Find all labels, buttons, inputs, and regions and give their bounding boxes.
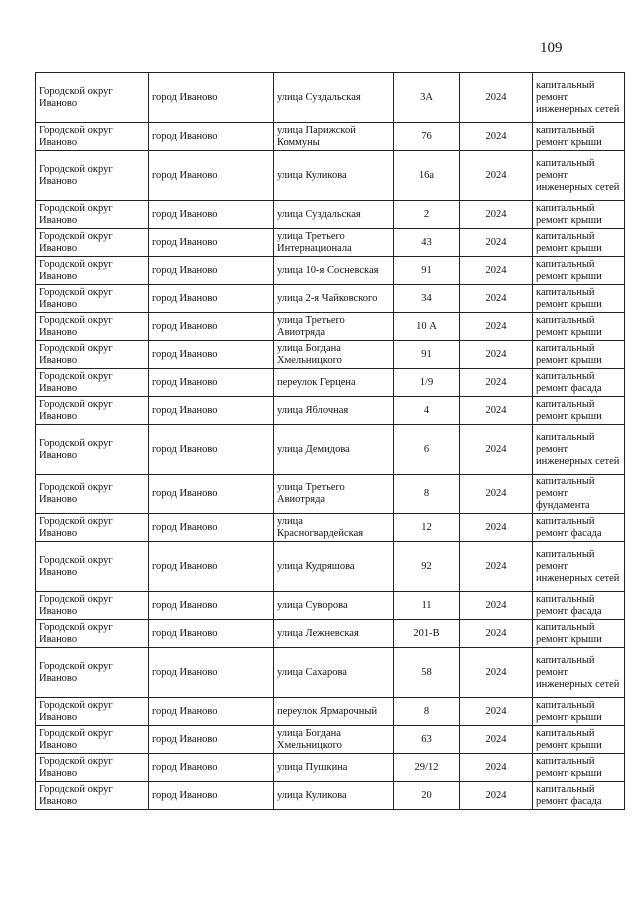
- work-type-cell: капитальный ремонт инженерных сетей: [533, 73, 625, 123]
- region-cell: Городской округ Иваново: [36, 201, 149, 229]
- year-cell: 2024: [460, 425, 533, 475]
- region-cell: Городской округ Иваново: [36, 592, 149, 620]
- work-type-cell: капитальный ремонт крыши: [533, 698, 625, 726]
- work-type-cell: капитальный ремонт инженерных сетей: [533, 648, 625, 698]
- city-cell: город Иваново: [149, 514, 274, 542]
- table-row: [36, 257, 625, 285]
- year-cell: 2024: [460, 698, 533, 726]
- year-cell: 2024: [460, 229, 533, 257]
- region-cell: Городской округ Иваново: [36, 397, 149, 425]
- house-number-cell: 11: [394, 592, 460, 620]
- year-cell: 2024: [460, 285, 533, 313]
- year-cell: 2024: [460, 782, 533, 810]
- street-cell: улица Богдана Хмельницкого: [274, 726, 394, 754]
- region-cell: Городской округ Иваново: [36, 648, 149, 698]
- city-cell: город Иваново: [149, 341, 274, 369]
- year-cell: 2024: [460, 542, 533, 592]
- house-number-cell: 4: [394, 397, 460, 425]
- table-row: [36, 592, 625, 620]
- street-cell: улица Куликова: [274, 151, 394, 201]
- work-type-cell: капитальный ремонт крыши: [533, 397, 625, 425]
- house-number-cell: 12: [394, 514, 460, 542]
- table-row: [36, 313, 625, 341]
- house-number-cell: 92: [394, 542, 460, 592]
- house-number-cell: 20: [394, 782, 460, 810]
- region-cell: Городской округ Иваново: [36, 257, 149, 285]
- house-number-cell: 58: [394, 648, 460, 698]
- work-type-cell: капитальный ремонт инженерных сетей: [533, 425, 625, 475]
- repair-schedule-table: [35, 72, 625, 810]
- street-cell: улица Красногвардейская: [274, 514, 394, 542]
- year-cell: 2024: [460, 514, 533, 542]
- work-type-cell: капитальный ремонт инженерных сетей: [533, 542, 625, 592]
- region-cell: Городской округ Иваново: [36, 726, 149, 754]
- street-cell: улица 2-я Чайковского: [274, 285, 394, 313]
- year-cell: 2024: [460, 397, 533, 425]
- region-cell: Городской округ Иваново: [36, 73, 149, 123]
- house-number-cell: 34: [394, 285, 460, 313]
- region-cell: Городской округ Иваново: [36, 542, 149, 592]
- city-cell: город Иваново: [149, 73, 274, 123]
- year-cell: 2024: [460, 313, 533, 341]
- house-number-cell: 91: [394, 341, 460, 369]
- city-cell: город Иваново: [149, 285, 274, 313]
- city-cell: город Иваново: [149, 229, 274, 257]
- region-cell: Городской округ Иваново: [36, 782, 149, 810]
- house-number-cell: 1/9: [394, 369, 460, 397]
- year-cell: 2024: [460, 201, 533, 229]
- table-row: [36, 726, 625, 754]
- street-cell: улица 10-я Сосневская: [274, 257, 394, 285]
- table-row: [36, 620, 625, 648]
- table-row: [36, 151, 625, 201]
- work-type-cell: капитальный ремонт крыши: [533, 726, 625, 754]
- work-type-cell: капитальный ремонт фасада: [533, 514, 625, 542]
- work-type-cell: капитальный ремонт крыши: [533, 620, 625, 648]
- work-type-cell: капитальный ремонт крыши: [533, 341, 625, 369]
- city-cell: город Иваново: [149, 648, 274, 698]
- city-cell: город Иваново: [149, 257, 274, 285]
- region-cell: Городской округ Иваново: [36, 754, 149, 782]
- house-number-cell: 91: [394, 257, 460, 285]
- street-cell: переулок Герцена: [274, 369, 394, 397]
- city-cell: город Иваново: [149, 313, 274, 341]
- region-cell: Городской округ Иваново: [36, 313, 149, 341]
- street-cell: улица Третьего Авиотряда: [274, 475, 394, 514]
- city-cell: город Иваново: [149, 754, 274, 782]
- house-number-cell: 2: [394, 201, 460, 229]
- house-number-cell: 63: [394, 726, 460, 754]
- table-row: [36, 425, 625, 475]
- city-cell: город Иваново: [149, 782, 274, 810]
- region-cell: Городской округ Иваново: [36, 229, 149, 257]
- city-cell: город Иваново: [149, 397, 274, 425]
- table-row: [36, 73, 625, 123]
- region-cell: Городской округ Иваново: [36, 514, 149, 542]
- street-cell: улица Третьего Интернационала: [274, 229, 394, 257]
- house-number-cell: 3А: [394, 73, 460, 123]
- table-row: [36, 514, 625, 542]
- work-type-cell: капитальный ремонт фасада: [533, 592, 625, 620]
- work-type-cell: капитальный ремонт фасада: [533, 369, 625, 397]
- city-cell: город Иваново: [149, 475, 274, 514]
- table-row: [36, 754, 625, 782]
- city-cell: город Иваново: [149, 542, 274, 592]
- work-type-cell: капитальный ремонт крыши: [533, 201, 625, 229]
- year-cell: 2024: [460, 592, 533, 620]
- city-cell: город Иваново: [149, 151, 274, 201]
- year-cell: 2024: [460, 369, 533, 397]
- year-cell: 2024: [460, 475, 533, 514]
- street-cell: улица Демидова: [274, 425, 394, 475]
- street-cell: переулок Ярмарочный: [274, 698, 394, 726]
- work-type-cell: капитальный ремонт фундамента: [533, 475, 625, 514]
- region-cell: Городской округ Иваново: [36, 425, 149, 475]
- house-number-cell: 6: [394, 425, 460, 475]
- region-cell: Городской округ Иваново: [36, 620, 149, 648]
- city-cell: город Иваново: [149, 620, 274, 648]
- city-cell: город Иваново: [149, 369, 274, 397]
- house-number-cell: 8: [394, 698, 460, 726]
- house-number-cell: 201-В: [394, 620, 460, 648]
- region-cell: Городской округ Иваново: [36, 698, 149, 726]
- region-cell: Городской округ Иваново: [36, 151, 149, 201]
- table-row: [36, 369, 625, 397]
- year-cell: 2024: [460, 648, 533, 698]
- street-cell: улица Богдана Хмельницкого: [274, 341, 394, 369]
- work-type-cell: капитальный ремонт крыши: [533, 229, 625, 257]
- house-number-cell: 43: [394, 229, 460, 257]
- work-type-cell: капитальный ремонт фасада: [533, 782, 625, 810]
- street-cell: улица Пушкина: [274, 754, 394, 782]
- table-row: [36, 229, 625, 257]
- page-number: 109: [540, 40, 563, 56]
- region-cell: Городской округ Иваново: [36, 123, 149, 151]
- work-type-cell: капитальный ремонт крыши: [533, 754, 625, 782]
- house-number-cell: 16а: [394, 151, 460, 201]
- table-row: [36, 397, 625, 425]
- house-number-cell: 29/12: [394, 754, 460, 782]
- house-number-cell: 76: [394, 123, 460, 151]
- street-cell: улица Суздальская: [274, 201, 394, 229]
- year-cell: 2024: [460, 151, 533, 201]
- work-type-cell: капитальный ремонт крыши: [533, 313, 625, 341]
- table-row: [36, 782, 625, 810]
- year-cell: 2024: [460, 73, 533, 123]
- city-cell: город Иваново: [149, 425, 274, 475]
- street-cell: улица Яблочная: [274, 397, 394, 425]
- street-cell: улица Суздальская: [274, 73, 394, 123]
- city-cell: город Иваново: [149, 123, 274, 151]
- region-cell: Городской округ Иваново: [36, 369, 149, 397]
- work-type-cell: капитальный ремонт крыши: [533, 285, 625, 313]
- street-cell: улица Сахарова: [274, 648, 394, 698]
- region-cell: Городской округ Иваново: [36, 475, 149, 514]
- year-cell: 2024: [460, 620, 533, 648]
- year-cell: 2024: [460, 341, 533, 369]
- year-cell: 2024: [460, 754, 533, 782]
- street-cell: улица Парижской Коммуны: [274, 123, 394, 151]
- work-type-cell: капитальный ремонт крыши: [533, 123, 625, 151]
- city-cell: город Иваново: [149, 698, 274, 726]
- year-cell: 2024: [460, 257, 533, 285]
- street-cell: улица Суворова: [274, 592, 394, 620]
- street-cell: улица Куликова: [274, 782, 394, 810]
- city-cell: город Иваново: [149, 592, 274, 620]
- table-body: [36, 73, 625, 810]
- table-row: [36, 475, 625, 514]
- house-number-cell: 10 А: [394, 313, 460, 341]
- table-row: [36, 341, 625, 369]
- table-row: [36, 542, 625, 592]
- table-row: [36, 201, 625, 229]
- work-type-cell: капитальный ремонт крыши: [533, 257, 625, 285]
- street-cell: улица Лежневская: [274, 620, 394, 648]
- house-number-cell: 8: [394, 475, 460, 514]
- year-cell: 2024: [460, 726, 533, 754]
- street-cell: улица Третьего Авиотряда: [274, 313, 394, 341]
- year-cell: 2024: [460, 123, 533, 151]
- region-cell: Городской округ Иваново: [36, 285, 149, 313]
- work-type-cell: капитальный ремонт инженерных сетей: [533, 151, 625, 201]
- table-row: [36, 285, 625, 313]
- table-row: [36, 698, 625, 726]
- region-cell: Городской округ Иваново: [36, 341, 149, 369]
- table-row: [36, 648, 625, 698]
- street-cell: улица Кудряшова: [274, 542, 394, 592]
- city-cell: город Иваново: [149, 726, 274, 754]
- table-row: [36, 123, 625, 151]
- city-cell: город Иваново: [149, 201, 274, 229]
